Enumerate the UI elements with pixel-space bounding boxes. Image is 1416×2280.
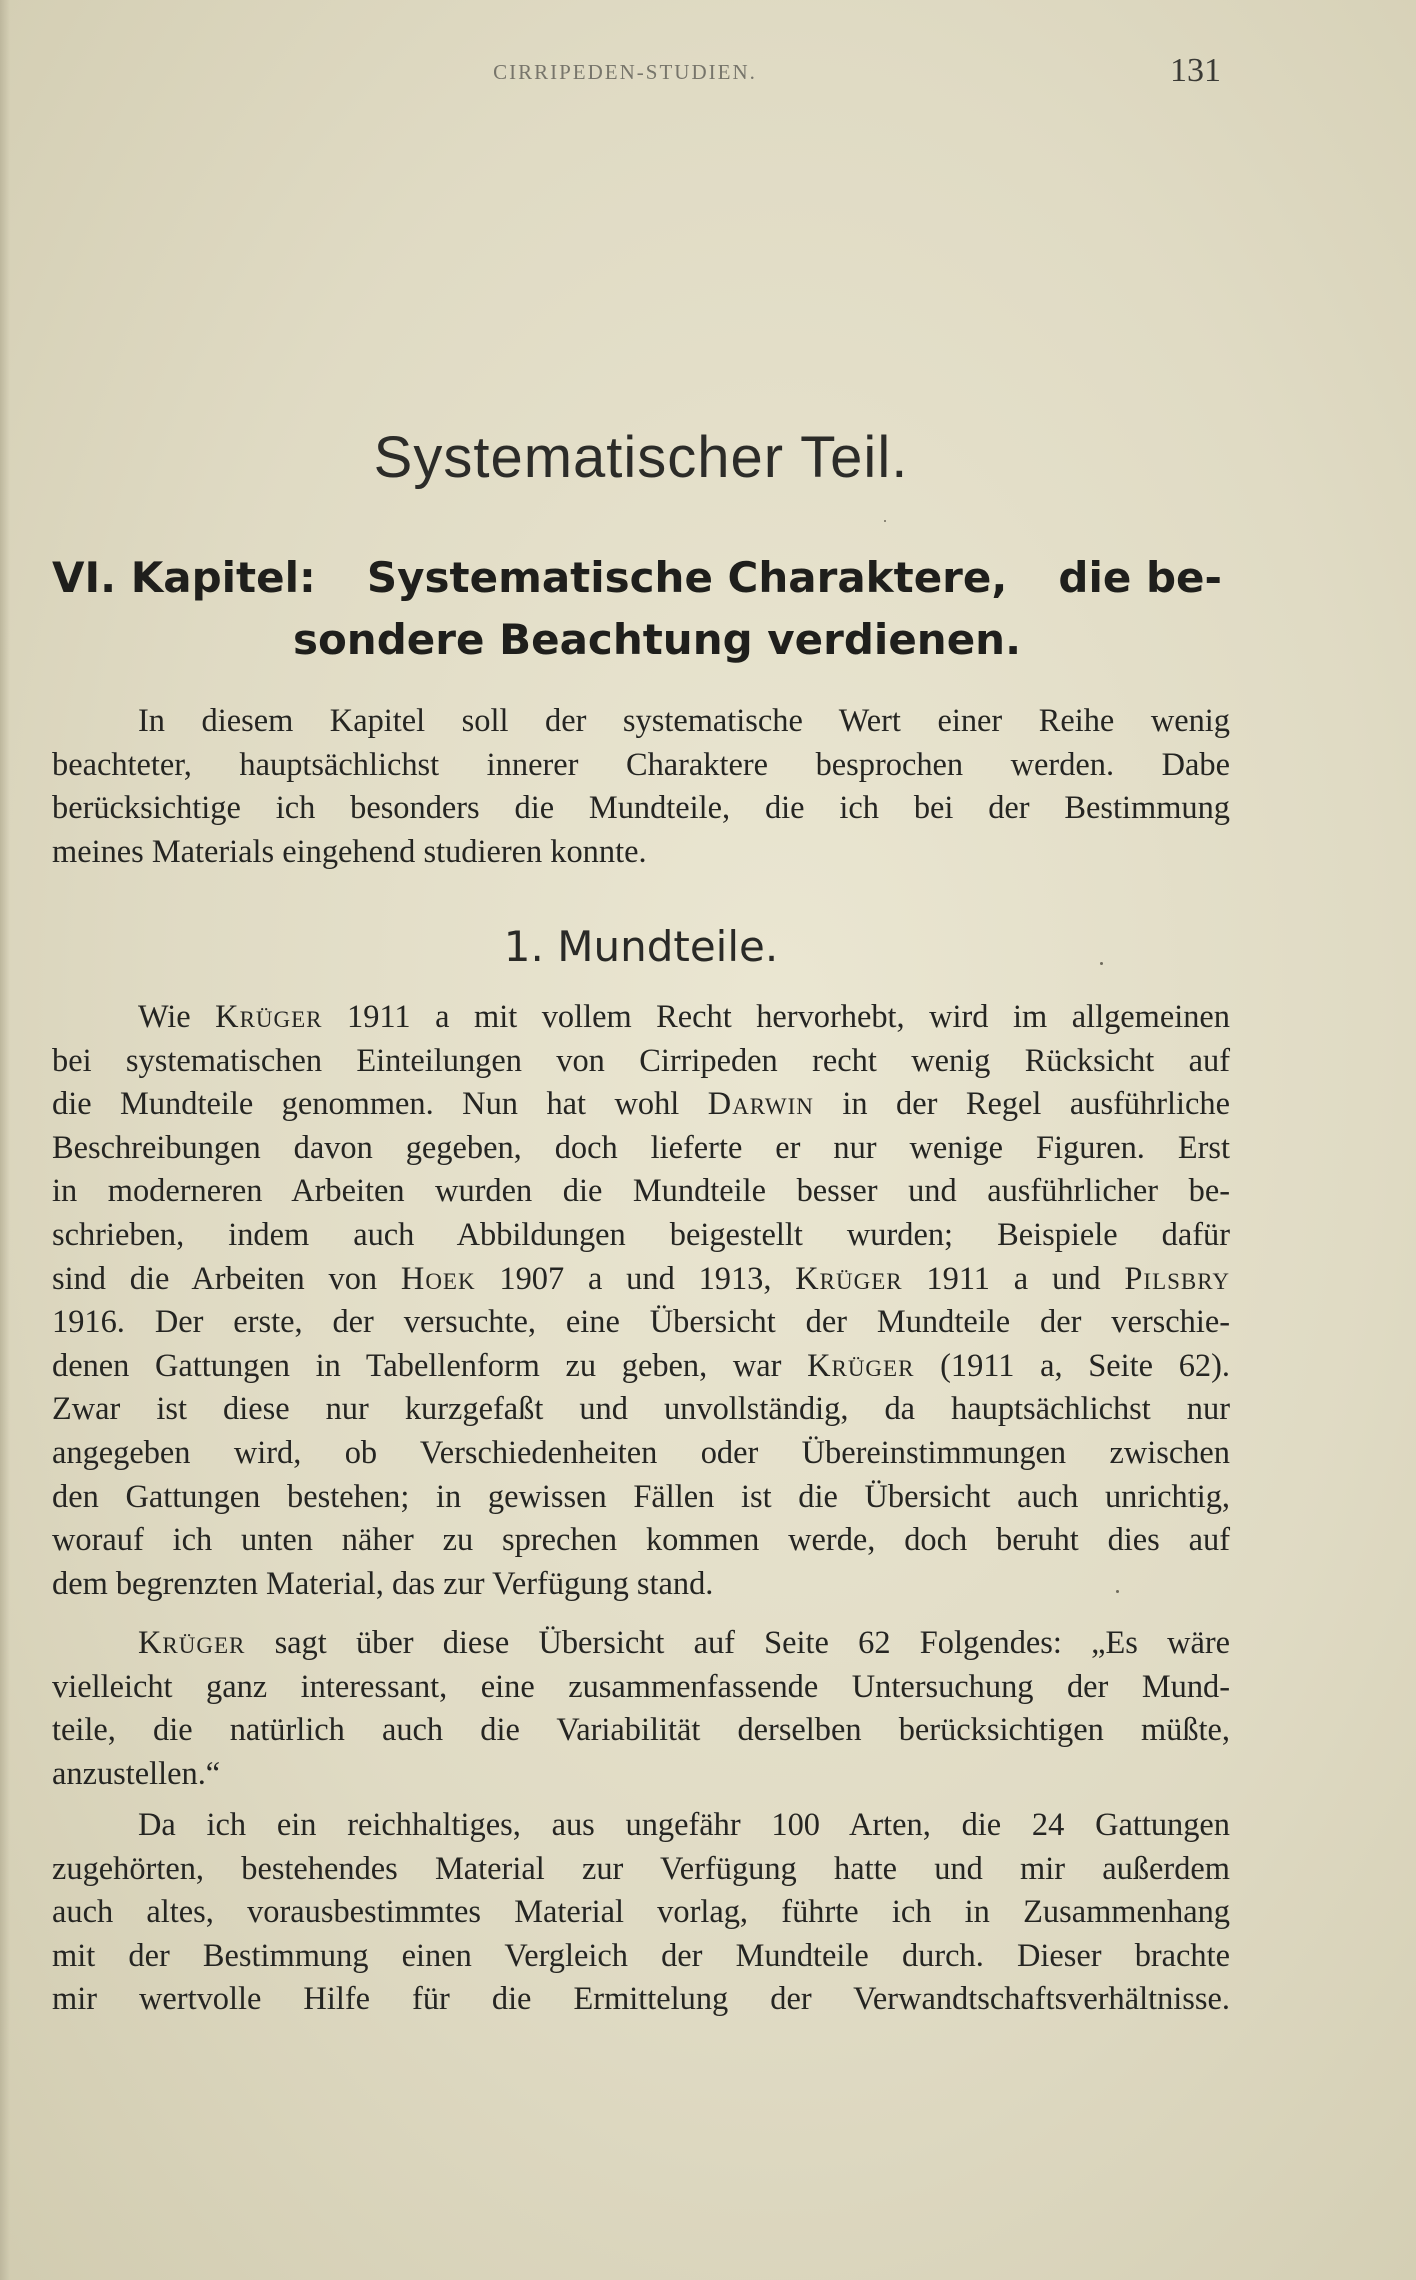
text-line: angegeben wird, ob Verschiedenheiten oder Übereinstimmungen zwischen — [52, 1434, 1230, 1471]
text-line: berücksichtige ich besonders die Mundteile, die ich bei der Bestimmung — [52, 790, 1230, 827]
text-line: beachteter, hauptsächlichst innerer Charaktere besprochen werden. Dabe — [52, 746, 1230, 783]
text-line: meines Materials eingehend studieren konnte. — [52, 833, 647, 870]
paragraph-3 — [52, 1804, 1230, 2022]
text-line: mir wertvolle Hilfe für die Ermittelung der Verwandtschaftsverhältnisse. — [52, 1981, 1230, 2018]
page-number: 131 — [1170, 52, 1221, 89]
intro-paragraph — [52, 700, 1230, 874]
text-line: bei systematischen Einteilungen von Cirripeden recht wenig Rücksicht auf — [52, 1042, 1230, 1079]
text-line: die Mundteile genommen. Nun hat wohl Darwin in der Regel ausführliche — [52, 1086, 1231, 1123]
text-line: dem begrenzten Material, das zur Verfügung stand. — [52, 1565, 714, 1602]
text-line: sind die Arbeiten von Hoek 1907 a und 1913, Krüger 1911 a und Pilsbry — [52, 1260, 1230, 1297]
text-line: In diesem Kapitel soll der systematische Wert einer Reihe wenig — [138, 703, 1230, 739]
paragraph-1 — [52, 996, 1230, 1606]
chapter-title — [52, 547, 1222, 671]
text-line: Zwar ist diese nur kurzgefaßt und unvollständig, da hauptsächlichst nur — [52, 1391, 1230, 1428]
author-name: Krüger — [215, 999, 323, 1035]
text-line: teile, die natürlich auch die Variabilität derselben berücksichtigen müßte, — [52, 1712, 1230, 1749]
text-line: Beschreibungen davon gegeben, doch lieferte er nur wenige Figuren. Erst — [52, 1129, 1230, 1166]
running-head: CIRRIPEDEN-STUDIEN. — [493, 60, 757, 84]
chapter-title-part: die be- — [1058, 553, 1222, 602]
text-line: worauf ich unten näher zu sprechen kommen werde, doch beruht dies auf — [52, 1522, 1230, 1559]
paragraph-2 — [52, 1622, 1230, 1796]
text-line: vielleicht ganz interessant, eine zusammenfassende Untersuchung der Mund- — [52, 1668, 1230, 1705]
text-line: auch altes, vorausbestimmtes Material vorlag, führte ich in Zusammenhang — [52, 1894, 1230, 1931]
paper-speck — [1100, 962, 1103, 965]
text-line: anzustellen.“ — [52, 1755, 221, 1792]
text-line: schrieben, indem auch Abbildungen beigestellt wurden; Beispiele dafür — [52, 1216, 1230, 1253]
text-line: Krüger sagt über diese Übersicht auf Seite 62 Folgendes: „Es wäre — [138, 1625, 1230, 1661]
chapter-title-line-2: sondere Beachtung verdienen. — [292, 615, 1022, 664]
text-line: 1916. Der erste, der versuchte, eine Übersicht der Mundteile der verschie- — [52, 1304, 1230, 1341]
author-name: Hoek — [400, 1260, 476, 1297]
chapter-number: VI. Kapitel: — [52, 553, 316, 602]
author-name: Pilsbry — [1124, 1260, 1230, 1297]
text-line: denen Gattungen in Tabellenform zu geben, war Krüger (1911 a, Seite 62). — [52, 1347, 1230, 1384]
paper-speck — [884, 520, 886, 522]
chapter-title-line-1 — [52, 547, 1222, 609]
text-line: Wie Krüger 1911 a mit vollem Recht hervorhebt, wird im allgemeinen — [138, 999, 1230, 1035]
text-line: Da ich ein reichhaltiges, aus ungefähr 100 Arten, die 24 Gattungen — [138, 1807, 1230, 1843]
chapter-title-part: Systematische Charaktere, — [366, 553, 1008, 602]
text-line: in moderneren Arbeiten wurden die Mundteile besser und ausführlicher be- — [52, 1173, 1230, 1210]
section-title: Systematischer Teil. — [373, 425, 909, 490]
text-line: den Gattungen bestehen; in gewissen Fällen ist die Übersicht auch unrichtig, — [52, 1478, 1230, 1515]
author-name: Darwin — [707, 1086, 814, 1123]
author-name: Krüger — [807, 1347, 915, 1384]
subsection-title: 1. Mundteile. — [503, 922, 779, 971]
text-line: mit der Bestimmung einen Vergleich der Mundteile durch. Dieser brachte — [52, 1937, 1230, 1974]
author-name: Krüger — [138, 1625, 246, 1661]
page-edge-shadow — [0, 0, 10, 2280]
author-name: Krüger — [795, 1260, 903, 1297]
text-line: zugehörten, bestehendes Material zur Verfügung hatte und mir außerdem — [52, 1850, 1230, 1887]
paper-speck — [1116, 1590, 1119, 1593]
